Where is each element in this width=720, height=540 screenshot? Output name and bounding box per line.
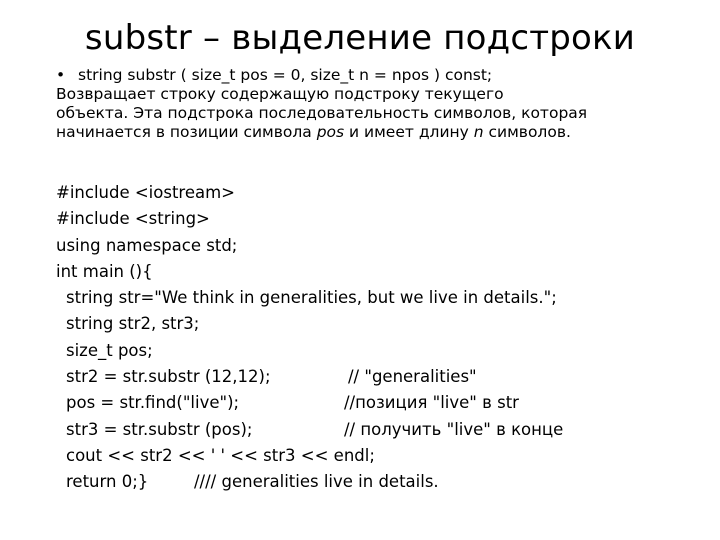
code-line bbox=[56, 443, 696, 469]
bullet-signature bbox=[56, 66, 696, 85]
code-line bbox=[56, 285, 696, 311]
code-line bbox=[56, 180, 696, 206]
description-text-c: символов. bbox=[483, 123, 571, 141]
code-text: using namespace std; bbox=[56, 235, 238, 255]
n-term: n bbox=[473, 123, 484, 141]
code-text: cout << str2 << ' ' << str3 << endl; bbox=[66, 445, 375, 465]
code-text: str2 = str.substr (12,12); bbox=[66, 367, 271, 387]
slide-title: substr – выделение подстроки bbox=[84, 18, 636, 58]
description-text-a: начинается в позиции символа bbox=[56, 123, 317, 141]
pos-term: pos bbox=[316, 123, 345, 141]
code-text: #include <string> bbox=[56, 209, 210, 229]
code-line bbox=[56, 338, 696, 364]
code-text: int main (){ bbox=[56, 261, 153, 281]
code-text: size_t pos; bbox=[66, 340, 153, 360]
code-text: return 0;} bbox=[66, 472, 149, 492]
code-line bbox=[56, 469, 696, 495]
code-line bbox=[56, 417, 696, 443]
description-line-2: объекта. Эта подстрока последовательность символов, которая bbox=[56, 104, 588, 122]
code-line bbox=[56, 311, 696, 337]
description-line-3 bbox=[56, 123, 696, 142]
code-line bbox=[56, 390, 696, 416]
bullet-icon: • bbox=[56, 66, 66, 84]
code-comment: // получить "live" в конце bbox=[344, 419, 564, 439]
code-line bbox=[56, 206, 696, 232]
description-text-b: и имеет длину bbox=[344, 123, 474, 141]
code-text: string str2, str3; bbox=[66, 314, 200, 334]
slide-intro bbox=[56, 66, 696, 142]
code-comment: //// generalities live in details. bbox=[194, 472, 439, 492]
code-comment: // "generalities" bbox=[348, 367, 477, 387]
description-line-1: Возвращает строку содержащую подстроку текущего bbox=[56, 85, 504, 103]
code-block bbox=[56, 180, 696, 496]
code-line bbox=[56, 233, 696, 259]
code-text: str3 = str.substr (pos); bbox=[66, 419, 253, 439]
code-text: #include <iostream> bbox=[56, 183, 236, 202]
code-line bbox=[56, 364, 696, 390]
signature-text: string substr ( size_t pos = 0, size_t n = npos ) const; bbox=[78, 66, 493, 84]
code-text: pos = str.find("live"); bbox=[66, 393, 240, 413]
code-text: string str="We think in generalities, but we live in details."; bbox=[66, 288, 557, 308]
code-comment: //позиция "live" в str bbox=[344, 393, 519, 413]
code-line bbox=[56, 259, 696, 285]
